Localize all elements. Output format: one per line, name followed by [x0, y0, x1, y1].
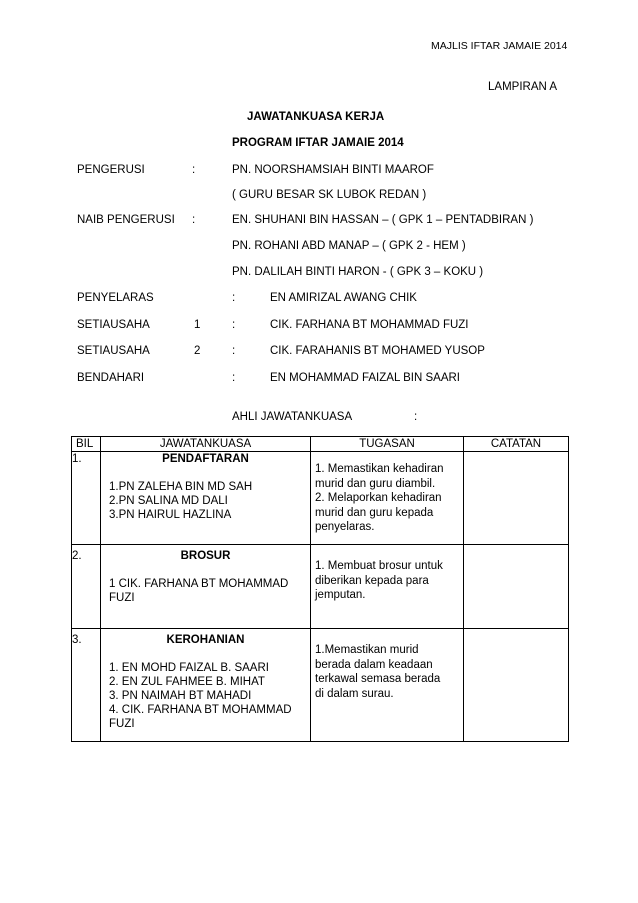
task-line: jemputan. — [315, 589, 366, 601]
task-line: murid dan guru diambil. — [315, 477, 436, 490]
member-line: 2.PN SALINA MD DALI — [109, 495, 228, 507]
member-line: FUZI — [109, 592, 135, 604]
member-line: 1.PN ZALEHA BIN MD SAH — [109, 481, 253, 493]
setiausaha-1-label: SETIAUSAHA — [77, 319, 150, 331]
table-row — [72, 629, 569, 742]
bendahari-colon: : — [232, 372, 236, 384]
header-tugasan: TUGASAN — [311, 437, 464, 452]
setiausaha-2-number: 2 — [194, 345, 201, 357]
row-committee — [101, 452, 311, 545]
setiausaha-2-colon: : — [232, 345, 236, 357]
setiausaha-2-label: SETIAUSAHA — [77, 345, 150, 357]
row-tasks — [311, 452, 464, 545]
task-line: diberikan kepada para — [315, 574, 429, 587]
member-line: FUZI — [109, 718, 135, 730]
naib-pengerusi-name-2: PN. ROHANI ABD MANAP – ( GPK 2 - HEM ) — [232, 240, 466, 252]
pengerusi-colon: : — [192, 164, 196, 176]
row-bil: 2. — [72, 545, 101, 629]
penyelaras-name: EN AMIRIZAL AWANG CHIK — [270, 292, 417, 304]
committee-name: KEROHANIAN — [166, 634, 245, 646]
ahli-jawatankuasa-label: AHLI JAWATANKUASA — [232, 411, 353, 423]
naib-pengerusi-label: NAIB PENGERUSI — [77, 214, 175, 226]
task-line: berada dalam keadaan — [315, 658, 433, 671]
header-jawatankuasa: JAWATANKUASA — [101, 437, 311, 452]
pengerusi-label: PENGERUSI — [77, 164, 145, 176]
table-row — [72, 545, 569, 629]
setiausaha-1-number: 1 — [194, 319, 201, 331]
task-line: 1. Memastikan kehadiran — [315, 463, 444, 475]
running-header: MAJLIS IFTAR JAMAIE 2014 — [431, 40, 568, 52]
pengerusi-note: ( GURU BESAR SK LUBOK REDAN ) — [232, 189, 427, 201]
committee-table — [71, 436, 569, 742]
member-line: 3.PN HAIRUL HAZLINA — [109, 509, 232, 521]
bendahari-label: BENDAHARI — [77, 372, 145, 384]
task-line: terkawal semasa berada — [315, 673, 441, 685]
table-row — [72, 452, 569, 545]
row-committee — [101, 545, 311, 629]
setiausaha-1-name: CIK. FARHANA BT MOHAMMAD FUZI — [270, 319, 469, 331]
row-tasks — [311, 629, 464, 742]
ahli-jawatankuasa-colon: : — [414, 411, 418, 423]
task-line: 1.Memastikan murid — [315, 644, 419, 656]
member-line: 3. PN NAIMAH BT MAHADI — [109, 690, 252, 702]
row-bil: 1. — [72, 452, 101, 545]
member-line: 2. EN ZUL FAHMEE B. MIHAT — [109, 676, 265, 688]
committee-title: JAWATANKUASA KERJA — [247, 111, 385, 123]
row-tasks — [311, 545, 464, 629]
member-line: 1. EN MOHD FAIZAL B. SAARI — [109, 662, 269, 674]
setiausaha-1-colon: : — [232, 319, 236, 331]
row-catatan — [464, 629, 569, 742]
setiausaha-2-name: CIK. FARAHANIS BT MOHAMED YUSOP — [270, 345, 485, 357]
row-bil: 3. — [72, 629, 101, 742]
task-line: di dalam surau. — [315, 687, 394, 700]
bendahari-name: EN MOHAMMAD FAIZAL BIN SAARI — [270, 372, 460, 384]
penyelaras-label: PENYELARAS — [77, 292, 154, 304]
task-line: murid dan guru kepada — [315, 506, 434, 519]
committee-name: PENDAFTARAN — [162, 453, 249, 465]
appendix-label: LAMPIRAN A — [488, 81, 558, 93]
naib-pengerusi-name-3: PN. DALILAH BINTI HARON - ( GPK 3 – KOKU ) — [232, 266, 484, 278]
row-committee — [101, 629, 311, 742]
task-line: 2. Melaporkan kehadiran — [315, 492, 442, 504]
committee-name: BROSUR — [180, 550, 231, 562]
header-catatan: CATATAN — [464, 437, 569, 452]
table-header-row — [72, 437, 569, 452]
task-line: 1. Membuat brosur untuk — [315, 560, 443, 572]
header-bil: BIL — [72, 437, 101, 452]
task-line: penyelaras. — [315, 521, 375, 533]
member-line: 1 CIK. FARHANA BT MOHAMMAD — [109, 578, 289, 590]
member-line: 4. CIK. FARHANA BT MOHAMMAD — [109, 704, 292, 716]
row-catatan — [464, 452, 569, 545]
row-catatan — [464, 545, 569, 629]
naib-pengerusi-colon: : — [192, 214, 196, 226]
pengerusi-name: PN. NOORSHAMSIAH BINTI MAAROF — [232, 164, 434, 176]
program-title: PROGRAM IFTAR JAMAIE 2014 — [232, 137, 404, 149]
naib-pengerusi-name-1: EN. SHUHANI BIN HASSAN – ( GPK 1 – PENTADBIRAN ) — [232, 214, 534, 226]
penyelaras-colon: : — [232, 292, 236, 304]
